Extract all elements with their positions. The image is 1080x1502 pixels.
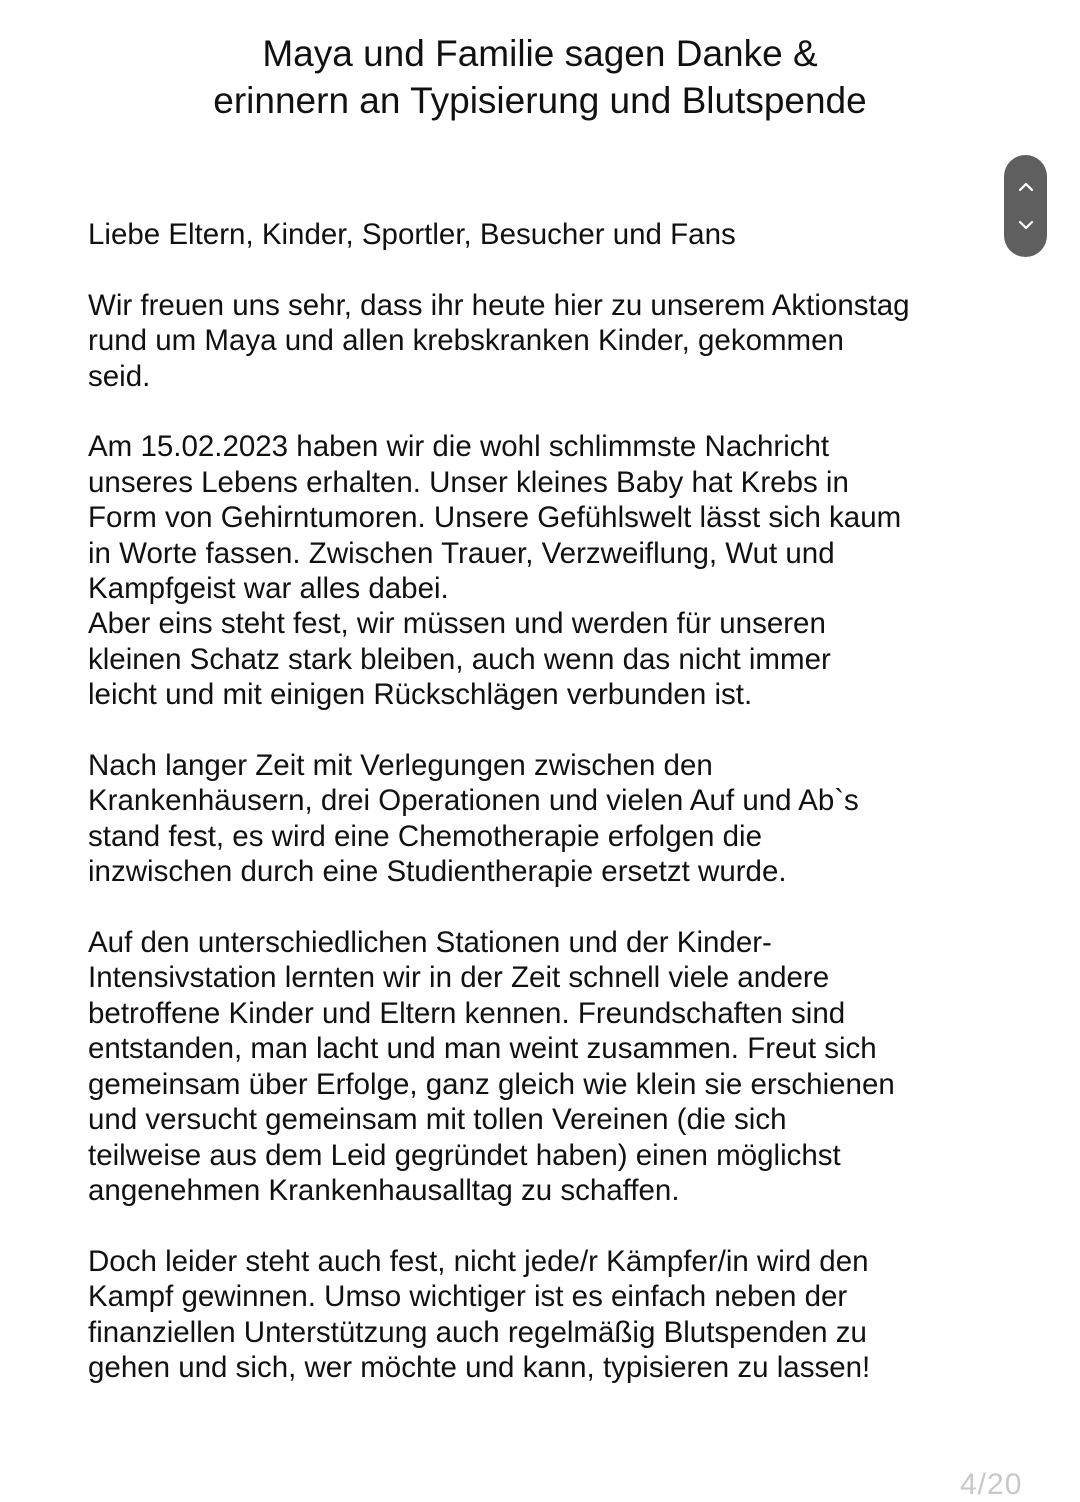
- text-line: Am 15.02.2023 haben wir die wohl schlimmste Nachricht: [88, 430, 830, 464]
- text-line: Wir freuen uns sehr, dass ihr heute hier zu unserem Aktionstag: [88, 288, 910, 322]
- chevron-up-icon: [1017, 181, 1035, 193]
- title-line: erinnern an Typisierung und Blutspende: [213, 80, 867, 121]
- text-line: Nach langer Zeit mit Verlegungen zwischen den: [88, 749, 713, 783]
- document-title: [60, 30, 1020, 124]
- title-line: Maya und Familie sagen Danke &: [262, 33, 818, 74]
- text-line: angenehmen Krankenhausalltag zu schaffen.: [88, 1173, 680, 1207]
- text-line: Form von Gehirntumoren. Unsere Gefühlswelt lässt sich kaum: [88, 501, 902, 535]
- text-line: gemeinsam über Erfolge, ganz gleich wie klein sie erschienen: [88, 1067, 895, 1101]
- text-line: seid.: [88, 359, 151, 393]
- page-number-indicator: 4/20: [960, 1468, 1023, 1501]
- text-line: leicht und mit einigen Rückschlägen verbunden ist.: [88, 678, 753, 712]
- paragraph: [88, 217, 1008, 252]
- text-line: Intensivstation lernten wir in der Zeit schnell viele andere: [88, 961, 830, 995]
- text-line: gehen und sich, wer möchte und kann, typisieren zu lassen!: [88, 1350, 871, 1384]
- chevron-down-icon: [1017, 219, 1035, 231]
- next-page-button[interactable]: [1004, 205, 1047, 245]
- document-body: [88, 217, 1008, 1421]
- text-line: betroffene Kinder und Eltern kennen. Freundschaften sind: [88, 996, 846, 1030]
- text-line: Kampf gewinnen. Umso wichtiger ist es einfach neben der: [88, 1280, 848, 1314]
- paragraph: [88, 288, 1008, 394]
- paragraph: [88, 748, 1008, 890]
- text-line: finanziellen Unterstützung auch regelmäßig Blutspenden zu: [88, 1315, 867, 1349]
- text-line: Krankenhäusern, drei Operationen und vielen Auf und Ab`s: [88, 784, 859, 818]
- page-scroll-control[interactable]: [1004, 155, 1047, 257]
- text-line: entstanden, man lacht und man weint zusammen. Freut sich: [88, 1032, 877, 1066]
- previous-page-button[interactable]: [1004, 167, 1047, 207]
- text-line: unseres Lebens erhalten. Unser kleines Baby hat Krebs in: [88, 465, 849, 499]
- paragraph: [88, 1244, 1008, 1386]
- text-line: stand fest, es wird eine Chemotherapie erfolgen die: [88, 819, 762, 853]
- text-line: in Worte fassen. Zwischen Trauer, Verzweiflung, Wut und: [88, 536, 835, 570]
- text-line: kleinen Schatz stark bleiben, auch wenn das nicht immer: [88, 642, 831, 676]
- paragraph: [88, 429, 1008, 712]
- text-line: und versucht gemeinsam mit tollen Vereinen (die sich: [88, 1103, 787, 1137]
- text-line: Aber eins steht fest, wir müssen und werden für unseren: [88, 607, 826, 641]
- paragraph: [88, 925, 1008, 1208]
- text-line: rund um Maya und allen krebskranken Kinder, gekommen: [88, 324, 844, 358]
- text-line: Doch leider steht auch fest, nicht jede/r Kämpfer/in wird den: [88, 1244, 869, 1278]
- text-line: Liebe Eltern, Kinder, Sportler, Besucher und Fans: [88, 218, 736, 251]
- text-line: inzwischen durch eine Studientherapie ersetzt wurde.: [88, 855, 787, 889]
- text-line: Kampfgeist war alles dabei.: [88, 572, 449, 606]
- text-line: teilweise aus dem Leid gegründet haben) einen möglichst: [88, 1138, 841, 1172]
- text-line: Auf den unterschiedlichen Stationen und der Kinder-: [88, 926, 772, 960]
